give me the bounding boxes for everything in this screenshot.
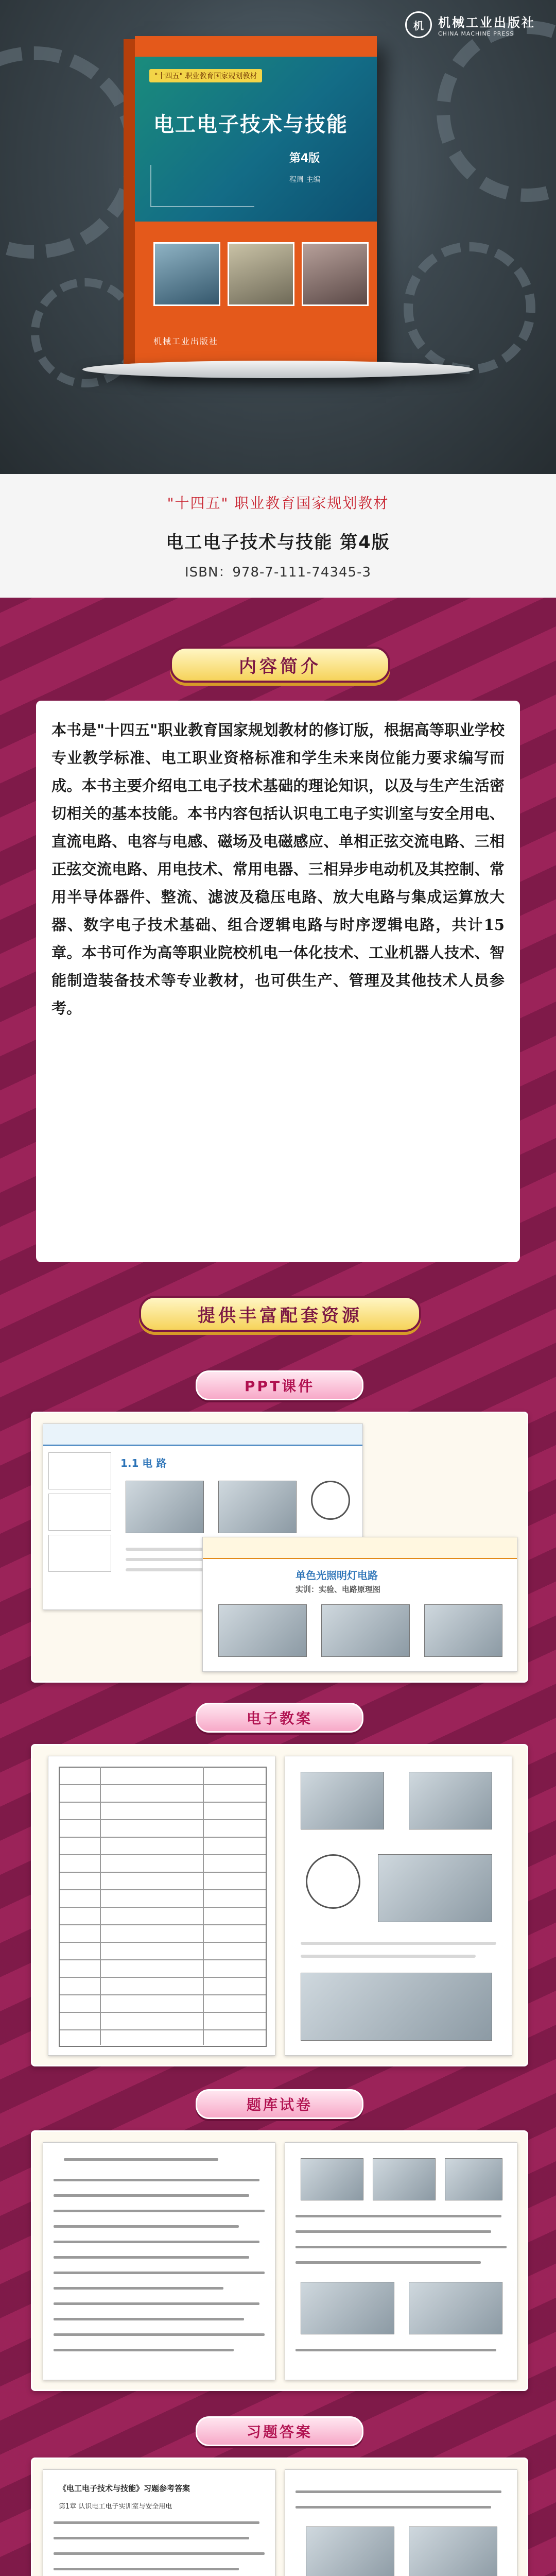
hero-banner xyxy=(0,0,556,474)
text-line xyxy=(54,2256,249,2259)
publisher-logo xyxy=(405,11,535,38)
text-line xyxy=(54,2287,223,2290)
slide-thumbnail xyxy=(48,1535,111,1572)
cover-photo xyxy=(302,242,369,306)
lesson-plan-page-2 xyxy=(285,1756,512,2056)
publisher-emblem-icon: 机 xyxy=(405,11,432,38)
book-cover-badge: "十四五" 职业教育国家规划教材 xyxy=(149,69,262,82)
cover-photo xyxy=(153,242,220,306)
lesson-plan-label: 电子教案 xyxy=(196,1703,363,1733)
lesson-plan-table xyxy=(59,1767,267,2047)
text-line xyxy=(54,2568,239,2570)
text-line xyxy=(54,2318,244,2320)
text-line xyxy=(54,2302,259,2305)
diagram xyxy=(301,1772,384,1829)
text-line xyxy=(64,2158,218,2161)
text-line xyxy=(54,2272,265,2274)
text-line xyxy=(54,2210,265,2212)
text-line xyxy=(54,2333,265,2336)
slide-subtitle: 实训：实验、电路原理图 xyxy=(296,1585,381,1594)
book-cover-press: 机械工业出版社 xyxy=(153,336,219,346)
diagram xyxy=(306,1854,360,1909)
text-line xyxy=(296,2246,507,2248)
text-line xyxy=(54,2521,259,2524)
ppt-slide-window-2 xyxy=(202,1537,517,1672)
exam-page xyxy=(43,2142,275,2380)
text-line xyxy=(54,2552,265,2555)
answer-page-2 xyxy=(285,2469,517,2576)
lesson-plan-page xyxy=(48,1756,275,2056)
slide-figure xyxy=(311,1481,350,1520)
isbn: ISBN：978-7-111-74345-3 xyxy=(184,565,372,580)
slide-figure xyxy=(424,1604,502,1657)
book-spine xyxy=(124,39,135,366)
book-cover-photos xyxy=(153,242,369,306)
text-line xyxy=(296,2215,501,2217)
text-line xyxy=(54,2179,259,2181)
slide-section-title: 1.1 电 路 xyxy=(120,1457,167,1469)
series-label: "十四五" 职业教育国家规划教材 xyxy=(167,495,389,512)
text-line xyxy=(54,2225,239,2228)
text-line xyxy=(54,2241,259,2243)
diagram xyxy=(378,1854,492,1922)
intro-heading: 内容简介 xyxy=(170,647,390,683)
gear-decoration-icon xyxy=(437,21,556,202)
text-line xyxy=(301,1955,476,1958)
diagram xyxy=(306,2527,394,2576)
answer-page xyxy=(43,2469,275,2576)
book-cover xyxy=(135,36,377,366)
diagram xyxy=(409,1772,492,1829)
slide-figure xyxy=(218,1604,307,1657)
diagram xyxy=(373,2158,436,2200)
diagram xyxy=(409,2282,502,2334)
publisher-name: 机械工业出版社 xyxy=(438,15,535,30)
text-line xyxy=(301,1942,496,1945)
circuit-line-decoration xyxy=(150,165,254,207)
book-stand xyxy=(82,361,474,378)
ppt-label: PPT课件 xyxy=(196,1370,363,1400)
intro-text: 本书是"十四五"职业教育国家规划教材的修订版，根据高等职业学校专业教学标准、电工职业资格标准和学生未来岗位能力要求编写而成。本书主要介绍电工电子技术基础的理论知识，以及与生产生活密切相关的基本技能。本书内容包括认识电工电子实训室与安全用电、直流电路、电容与电感、磁场及电磁感应、单相正弦交流电路、三相正弦交流电路、用电技术、常用电器、三相异步电动机及其控制、常用半导体器件、整流、滤波及稳压电路、放大电路与集成运算放大器、数字电子技术基础、组合逻辑电路与时序逻辑电路，共计15章。本书可作为高等职业院校机电一体化技术、工业机器人技术、智能制造装备技术等专业教材，也可供生产、管理及其他技术人员参考。 xyxy=(51,721,505,1017)
gear-decoration-icon xyxy=(404,242,535,374)
slide-title: 单色光照明灯电路 xyxy=(296,1569,378,1582)
answer-doc-chapter: 第1章 认识电工电子实训室与安全用电 xyxy=(59,2503,172,2511)
resources-heading: 提供丰富配套资源 xyxy=(139,1296,421,1332)
slide-thumbnail xyxy=(48,1494,111,1531)
text-line xyxy=(296,2349,496,2351)
answer-panel xyxy=(31,2458,528,2576)
answer-doc-title: 《电工电子技术与技能》习题参考答案 xyxy=(59,2484,190,2493)
exam-panel xyxy=(31,2130,528,2391)
publisher-name-en: CHINA MACHINE PRESS xyxy=(438,30,514,37)
cover-photo xyxy=(228,242,294,306)
text-line xyxy=(296,2230,491,2233)
book-name: 电工电子技术与技能 第4版 xyxy=(166,532,390,553)
slide-figure xyxy=(126,1481,204,1533)
text-line xyxy=(54,2349,234,2351)
book-cover-edition: 第4版 xyxy=(289,152,320,165)
exam-page-2 xyxy=(285,2142,517,2380)
text-line xyxy=(296,2261,481,2264)
diagram xyxy=(301,1973,492,2041)
diagram xyxy=(445,2158,502,2200)
text-line xyxy=(296,2506,491,2509)
diagram xyxy=(409,2527,497,2576)
gear-decoration-icon xyxy=(0,46,140,259)
text-line xyxy=(296,2490,501,2493)
slide-toolbar xyxy=(43,1424,362,1446)
text-line xyxy=(54,2537,249,2539)
book-cover-title: 电工电子技术与技能 xyxy=(153,113,348,137)
exam-label: 题库试卷 xyxy=(196,2089,363,2119)
table-divider xyxy=(100,1767,101,2045)
diagram xyxy=(301,2282,394,2334)
slide-thumbnail xyxy=(48,1452,111,1489)
ppt-panel xyxy=(31,1412,528,1683)
slide-figure xyxy=(218,1481,297,1533)
slide-figure xyxy=(321,1604,410,1657)
book-cover-author: 程周 主编 xyxy=(289,176,321,184)
answer-label: 习题答案 xyxy=(196,2416,363,2446)
intro-card xyxy=(36,701,520,1262)
lesson-plan-panel xyxy=(31,1744,528,2066)
table-divider xyxy=(203,1767,204,2045)
slide-toolbar xyxy=(203,1537,517,1559)
text-line xyxy=(54,2194,249,2197)
diagram xyxy=(301,2158,363,2200)
